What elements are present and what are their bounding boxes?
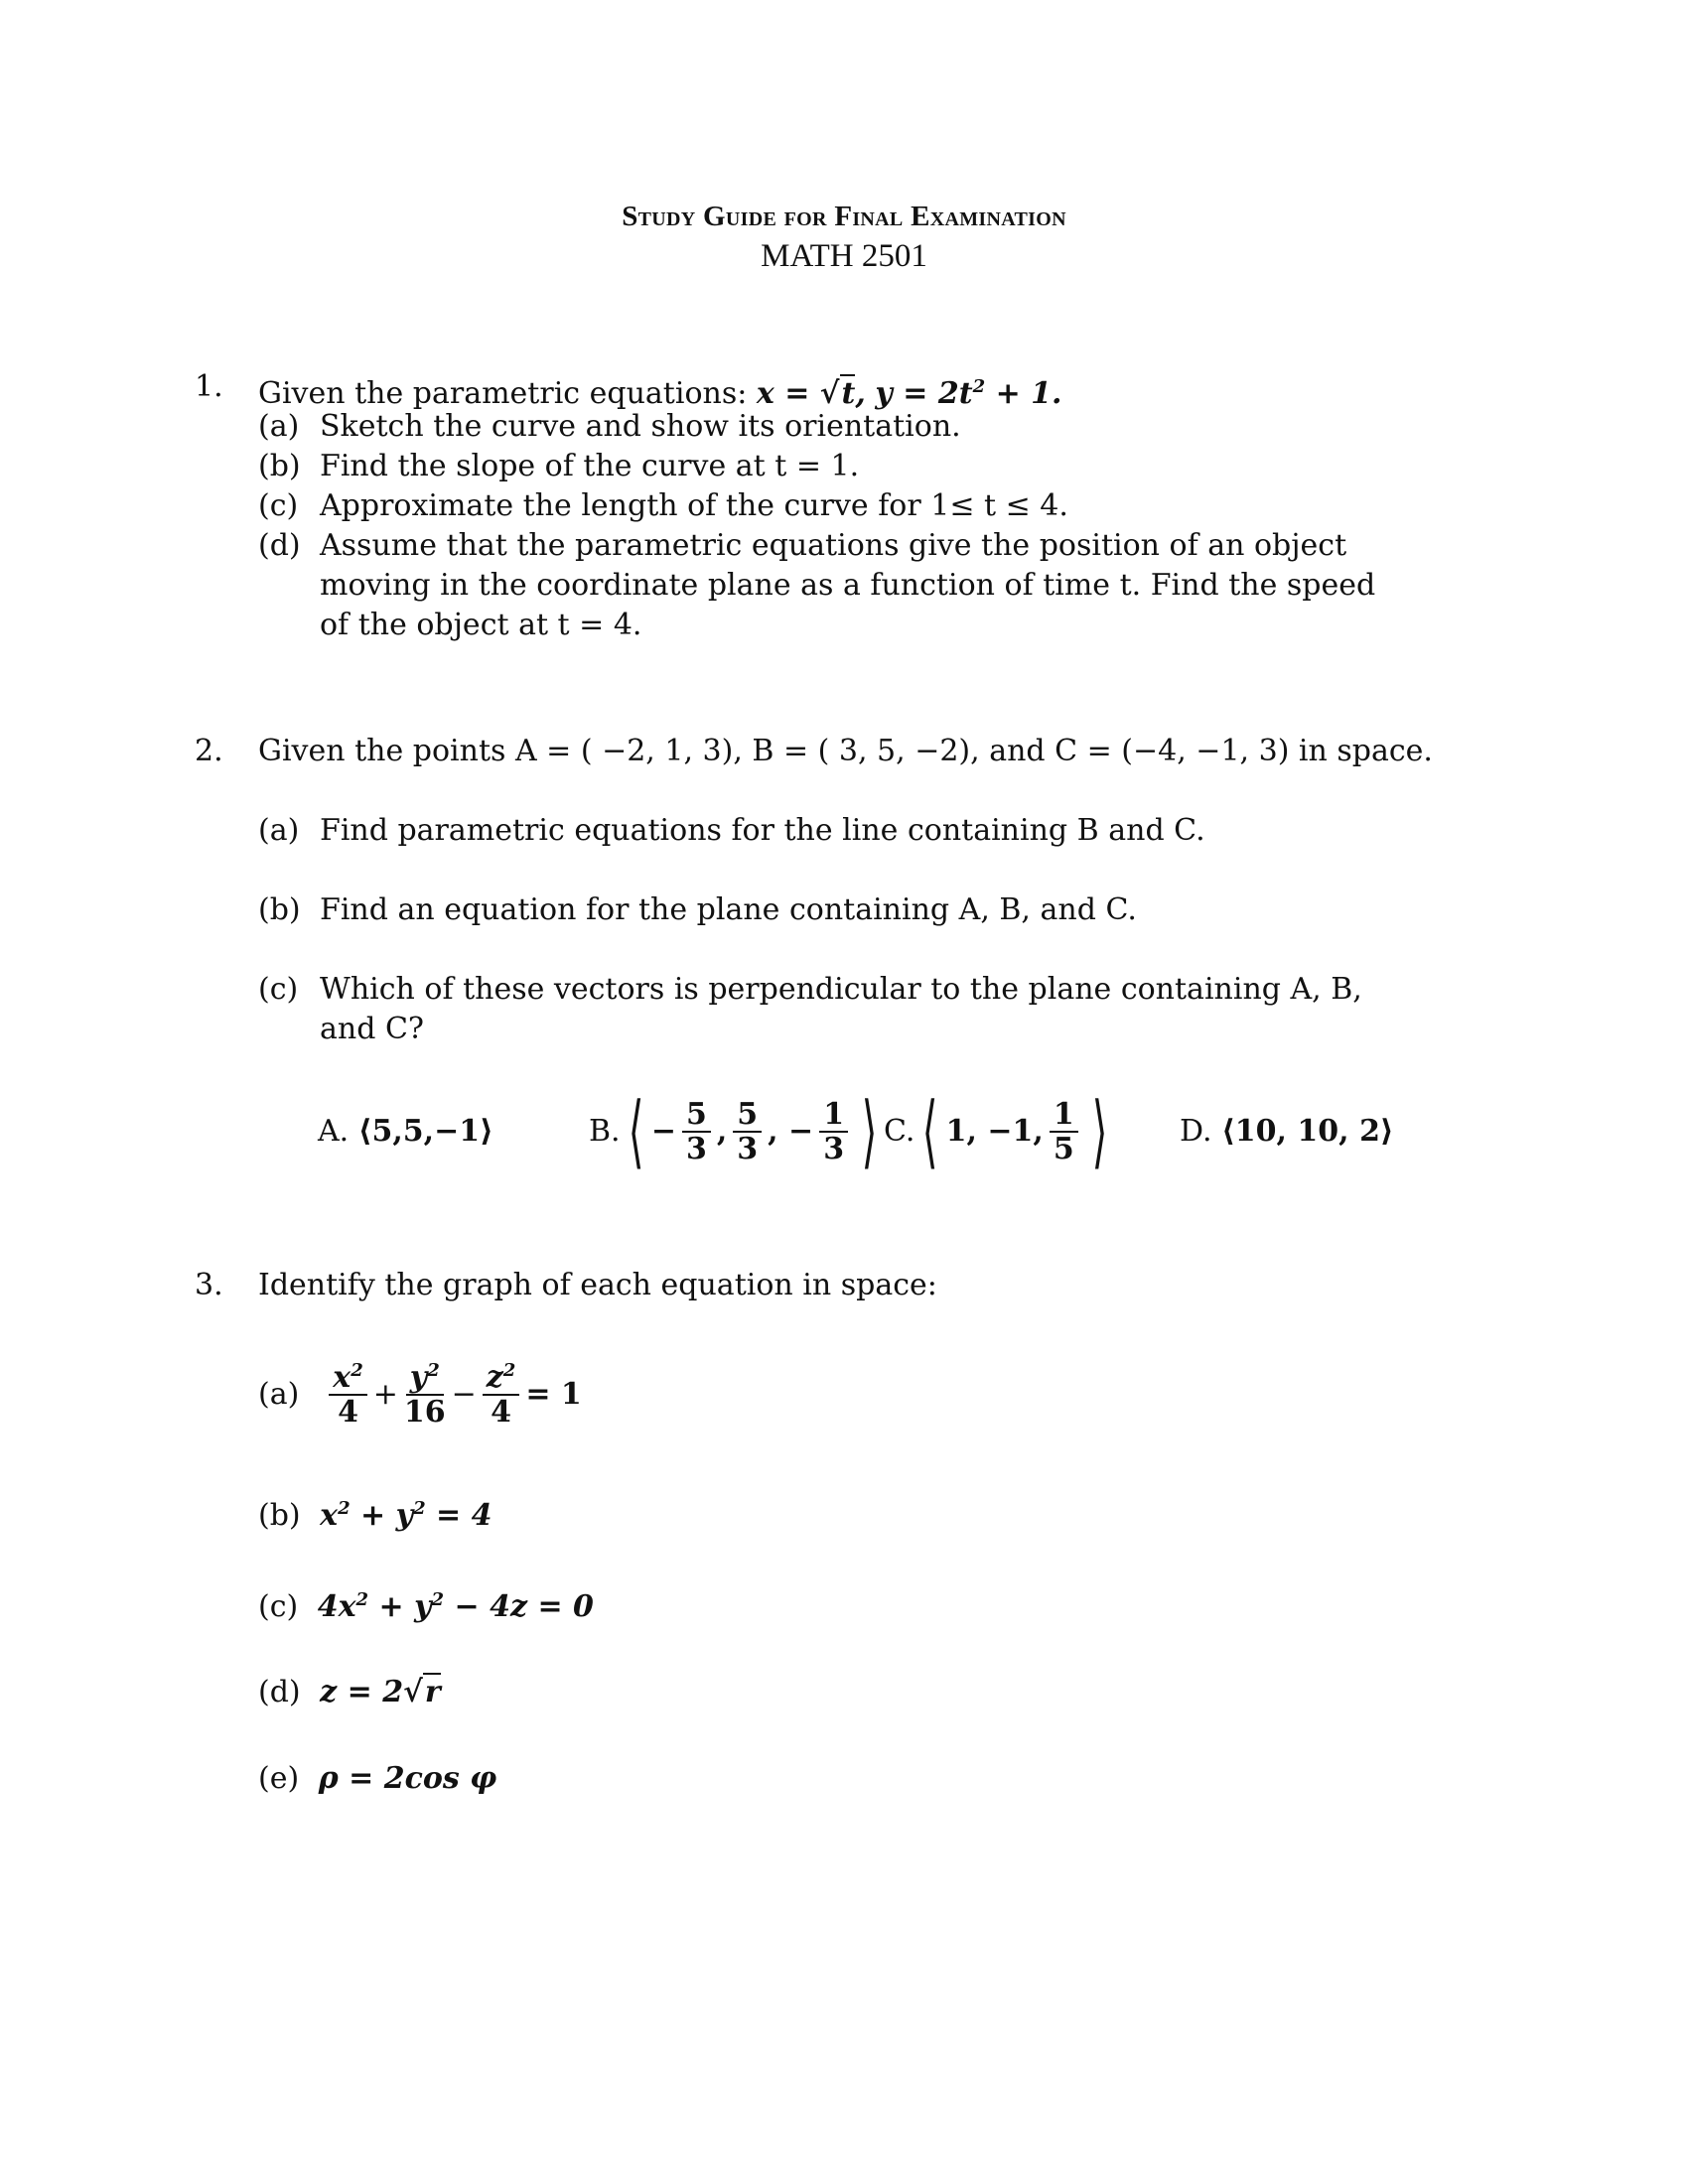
q2b-text: Find an equation for the plane containing A, B, and C. [320, 892, 1137, 927]
choice-b [589, 1082, 885, 1181]
q3e-equation: ρ = 2cos φ [318, 1761, 497, 1796]
q2c-line1: Which of these vectors is perpendicular to the plane containing A, B, [320, 972, 1362, 1007]
q1d-line2: moving in the coordinate plane as a function of time t. Find the speed [320, 568, 1376, 603]
q3d [258, 1673, 441, 1712]
choice-c [884, 1082, 1115, 1181]
choice-b-label: B. [589, 1114, 621, 1149]
q2c-line2: and C? [320, 1012, 424, 1046]
q2a-label: (a) [258, 813, 300, 848]
q3e [258, 1759, 496, 1799]
q2b-label: (b) [258, 892, 301, 927]
q3c [258, 1580, 594, 1627]
q2a-text: Find parametric equations for the line containing B and C. [320, 813, 1205, 848]
q1c-label: (c) [258, 488, 299, 523]
q3c-equation: $4x^2 + y^2 - 4z = 0$ [317, 1589, 594, 1624]
q1-number: 1. [195, 369, 223, 404]
choice-d-label: D. [1180, 1114, 1212, 1149]
q3e-label: (e) [258, 1761, 300, 1796]
q1b-label: (b) [258, 449, 301, 483]
choice-a-label: A. [318, 1114, 350, 1149]
choice-a [318, 1112, 493, 1152]
q2-number: 2. [195, 734, 223, 768]
q1a-label: (a) [258, 409, 300, 444]
choice-d-value: ⟨10, 10, 2⟩ [1221, 1114, 1394, 1149]
q3a-label: (a) [258, 1377, 300, 1412]
q2-intro: Given the points A = ( −2, 1, 3), B = ( 3, 5, −2), and C = (−4, −1, 3) in space. [258, 734, 1433, 768]
choice-c-value: ⟨ 1, −1, $\frac{1}{5}$ ⟩ [922, 1085, 1108, 1177]
q3b-equation: $x^2 + y^2 = 4$ [320, 1498, 492, 1533]
q3-number: 3. [195, 1268, 223, 1302]
q3b [258, 1489, 492, 1536]
q1d-line3: of the object at t = 4. [320, 608, 642, 642]
choice-b-value: ⟨ − $\frac{5}{3}$ , $\frac{5}{3}$ , − $\frac{1}{3}$ ⟩ [628, 1085, 878, 1177]
q1-intro-text: Given the parametric equations: [258, 376, 748, 411]
q3c-label: (c) [258, 1589, 299, 1624]
q1-eq-y: $y = 2t^2 + 1$. [875, 376, 1062, 411]
q1d-line1: Assume that the parametric equations give the position of an object [320, 528, 1347, 563]
course-code: MATH 2501 [761, 238, 927, 274]
q3a [258, 1355, 582, 1434]
q3-intro: Identify the graph of each equation in space: [258, 1268, 937, 1302]
q1c-text: Approximate the length of the curve for 1≤ t ≤ 4. [320, 488, 1068, 523]
choice-d [1180, 1112, 1394, 1152]
q1-eq-x: x = √t, [756, 376, 866, 411]
q1d-label: (d) [258, 528, 301, 563]
q3b-label: (b) [258, 1498, 301, 1533]
choice-c-label: C. [884, 1114, 915, 1149]
q1b-text: Find the slope of the curve at t = 1. [320, 449, 860, 483]
q1a-text: Sketch the curve and show its orientation. [320, 409, 961, 444]
q3d-label: (d) [258, 1675, 301, 1709]
choice-a-value: ⟨5,5,−1⟩ [357, 1114, 493, 1149]
q3a-equation: $\frac{x^2}{4}$ + $\frac{y^2}{16}$ − $\frac{z^2}{4}$ = 1 [323, 1361, 582, 1429]
page-title: Study Guide for Final Examination [622, 201, 1066, 232]
q3d-equation: z = 2√r [320, 1675, 441, 1709]
q2c-label: (c) [258, 972, 299, 1007]
